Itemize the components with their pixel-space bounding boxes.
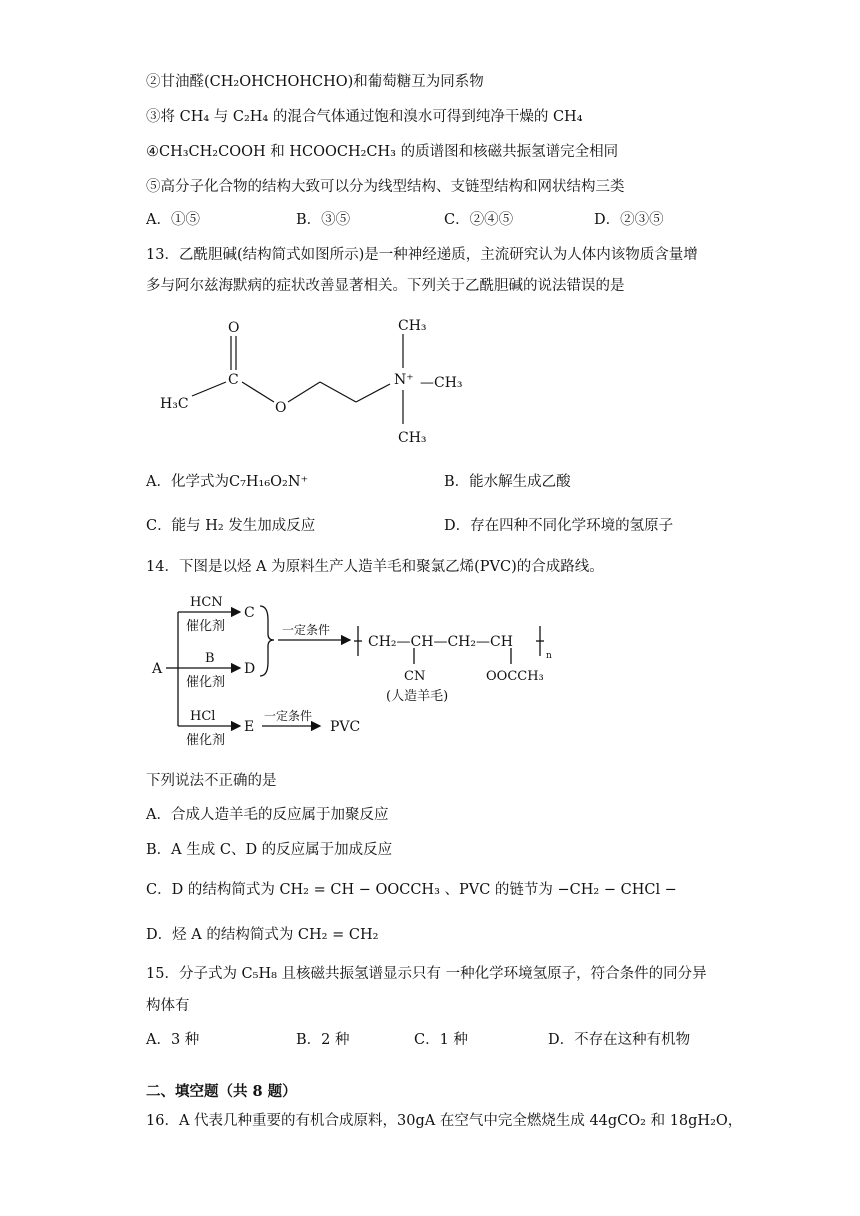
polymer-n: n bbox=[546, 651, 552, 661]
substituent-cn: CN bbox=[404, 669, 426, 684]
q14-sub-stem: 下列说法不正确的是 bbox=[146, 773, 277, 789]
methyl-h3c-label: H₃C bbox=[160, 396, 189, 412]
q12-statement-3: ③将 CH₄ 与 C₂H₄ 的混合气体通过饱和溴水可得到纯净干燥的 CH₄ bbox=[146, 109, 583, 125]
q13-option-c: C．能与 H₂ 发生加成反应 bbox=[146, 518, 316, 534]
q15-option-c: C．1 种 bbox=[414, 1032, 468, 1048]
condition-2: 一定条件 bbox=[264, 709, 313, 723]
q14-stem: 14．下图是以烃 A 为原料生产人造羊毛和聚氯乙烯(PVC)的合成路线。 bbox=[146, 559, 604, 575]
acetylcholine-structure bbox=[150, 308, 490, 458]
reagent-hcl: HCl bbox=[190, 709, 216, 724]
q13-stem-line2: 多与阿尔兹海默病的症状改善显著相关。下列关于乙酰胆碱的说法错误的是 bbox=[146, 278, 625, 294]
ester-oxygen-label: O bbox=[275, 400, 287, 416]
condition-1: 一定条件 bbox=[282, 623, 331, 637]
carbonyl-oxygen-label: O bbox=[228, 320, 240, 336]
q13-stem-line1: 13．乙酰胆碱(结构简式如图所示)是一种神经递质，主流研究认为人体内该物质含量增 bbox=[146, 247, 698, 263]
q15-option-a: A．3 种 bbox=[146, 1032, 200, 1048]
methyl-top-label: CH₃ bbox=[398, 318, 427, 334]
substituent-ooccch3: OOCCH₃ bbox=[486, 669, 544, 684]
product-d: D bbox=[244, 661, 256, 677]
q13-option-d: D．存在四种不同化学环境的氢原子 bbox=[444, 518, 674, 534]
reagent-b: B bbox=[205, 651, 215, 666]
q14-option-d: D．烃 A 的结构简式为 CH₂ = CH₂ bbox=[146, 927, 379, 943]
reagent-hcn: HCN bbox=[190, 595, 223, 610]
product-c: C bbox=[244, 605, 255, 621]
q16-stem: 16．A 代表几种重要的有机合成原料，30gA 在空气中完全燃烧生成 44gCO₂ 和 18gH₂O， bbox=[146, 1113, 743, 1129]
q12-option-a: A．①⑤ bbox=[146, 212, 200, 228]
q12-statement-2: ②甘油醛(CH₂OHCHOHCHO)和葡萄糖互为同系物 bbox=[146, 74, 484, 90]
catalyst-3: 催化剂 bbox=[186, 733, 226, 748]
q12-statement-4: ④CH₃CH₂COOH 和 HCOOCH₂CH₃ 的质谱图和核磁共振氢谱完全相同 bbox=[146, 144, 619, 160]
q12-option-c: C．②④⑤ bbox=[444, 212, 514, 228]
q13-option-a: A．化学式为C₇H₁₆O₂N⁺ bbox=[146, 474, 309, 490]
q12-option-b: B．③⑤ bbox=[296, 212, 351, 228]
catalyst-2: 催化剂 bbox=[186, 675, 226, 690]
methyl-bottom-label: CH₃ bbox=[398, 430, 427, 446]
q15-stem-line2: 构体有 bbox=[146, 998, 190, 1014]
catalyst-1: 催化剂 bbox=[186, 619, 226, 634]
methyl-right-label: —CH₃ bbox=[420, 375, 463, 391]
product-e: E bbox=[244, 719, 255, 735]
section-heading: 二、填空题（共 8 题） bbox=[146, 1083, 297, 1100]
nitrogen-label: N⁺ bbox=[394, 372, 414, 388]
q12-option-d: D．②③⑤ bbox=[594, 212, 664, 228]
q14-option-c: C．D 的结构简式为 CH₂ = CH − OOCCH₃ 、PVC 的链节为 −CH₂ − CHCl − bbox=[146, 882, 677, 898]
carbonyl-carbon-label: C bbox=[228, 372, 239, 388]
q13-option-b: B．能水解生成乙酸 bbox=[444, 474, 571, 490]
hydrocarbon-a-label: A bbox=[152, 661, 163, 677]
q15-option-b: B．2 种 bbox=[296, 1032, 350, 1048]
polymer-main-chain: CH₂—CH—CH₂—CH bbox=[368, 634, 513, 650]
polymer-name: (人造羊毛) bbox=[386, 689, 449, 704]
q14-option-a: A．合成人造羊毛的反应属于加聚反应 bbox=[146, 807, 389, 823]
q15-option-d: D．不存在这种有机物 bbox=[548, 1032, 691, 1048]
q14-option-b: B．A 生成 C、D 的反应属于加成反应 bbox=[146, 842, 393, 858]
pvc-label: PVC bbox=[330, 719, 361, 735]
q12-statement-5: ⑤高分子化合物的结构大致可以分为线型结构、支链型结构和网状结构三类 bbox=[146, 179, 625, 195]
q15-stem-line1: 15．分子式为 C₅H₈ 且核磁共振氢谱显示只有 一种化学环境氢原子，符合条件的同分异 bbox=[146, 966, 707, 982]
synthesis-route-diagram bbox=[150, 590, 590, 760]
